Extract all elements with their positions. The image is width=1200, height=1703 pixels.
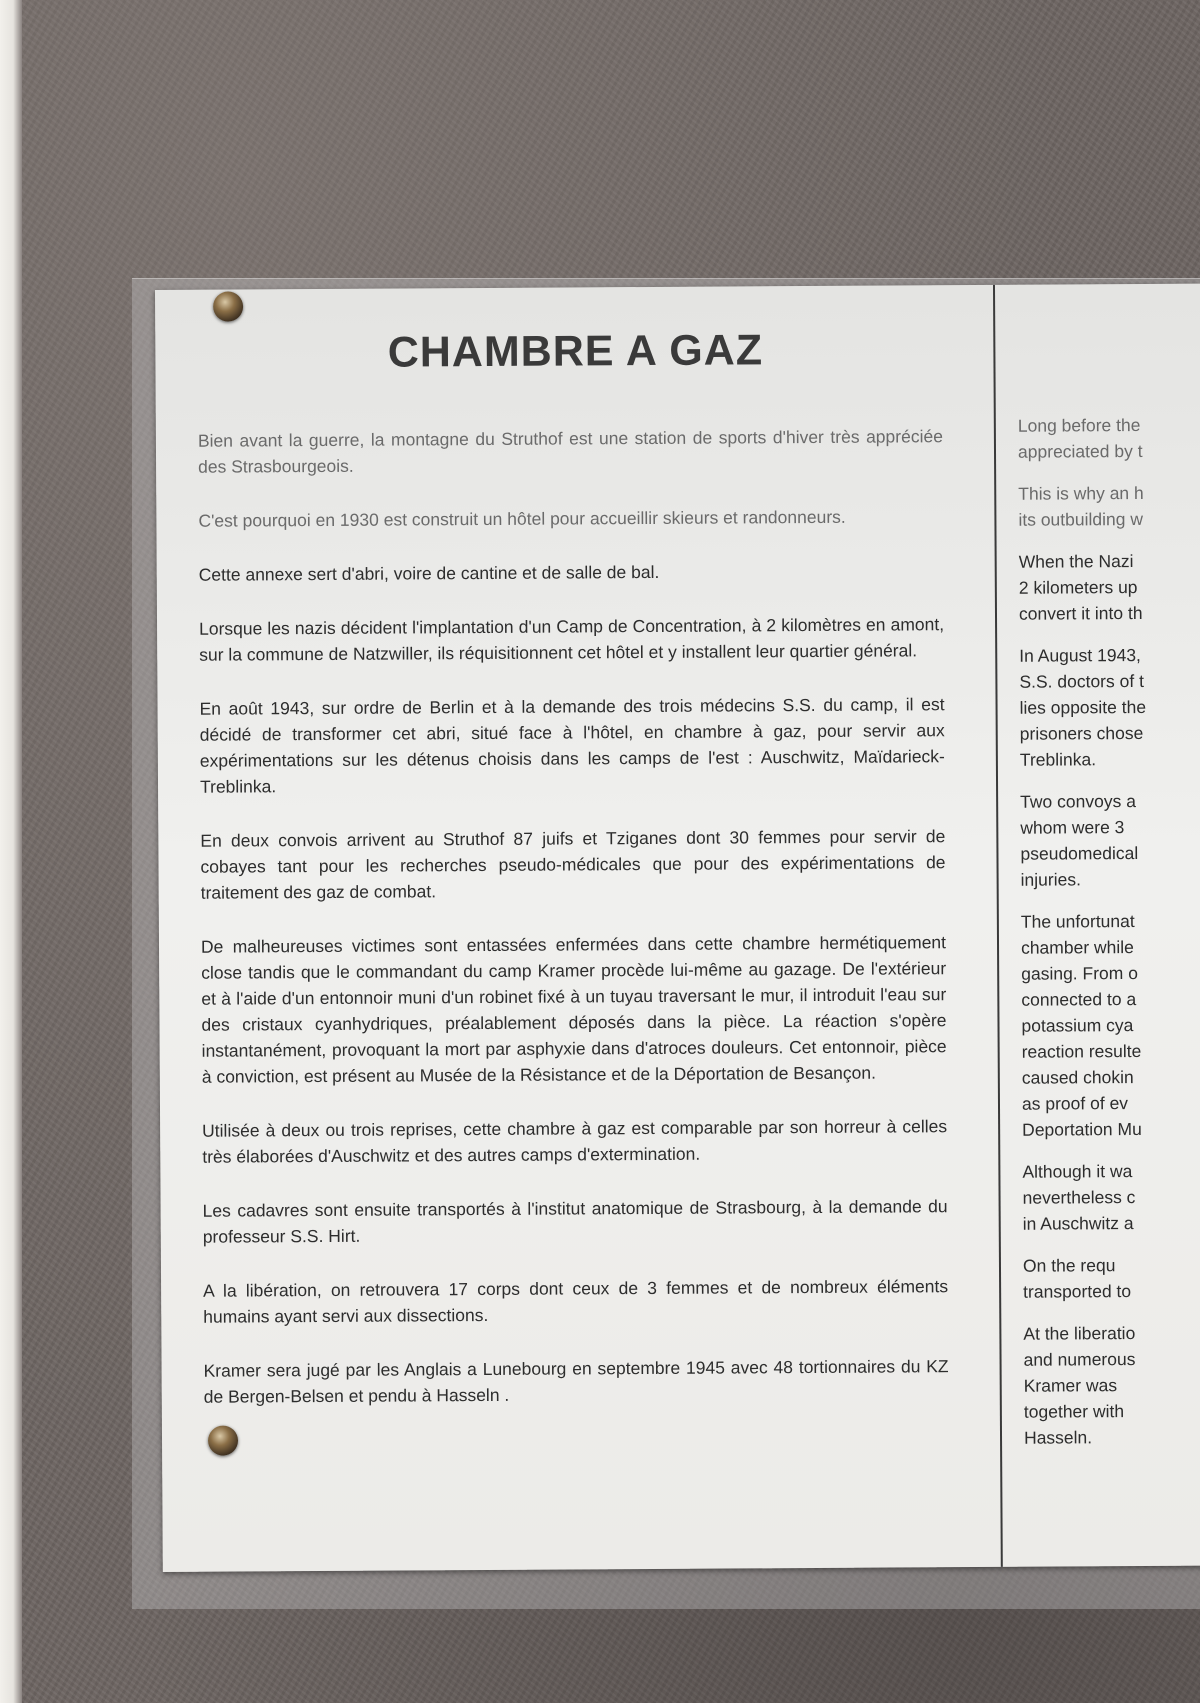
english-line: In August 1943, (1019, 644, 1141, 666)
french-paragraph: Kramer sera jugé par les Anglais a Lunebourg en septembre 1945 avec 48 tortionnaires du KZ de Bergen-Belsen et pendu à Hasseln . (203, 1356, 949, 1407)
english-paragraph (1018, 412, 1178, 465)
english-line: whom were 3 (1020, 817, 1125, 838)
english-line: When the Nazi (1018, 551, 1134, 572)
sign-title: CHAMBRE A GAZ (387, 326, 764, 377)
english-line: chamber while (1020, 937, 1134, 958)
english-paragraph (1023, 1320, 1184, 1451)
english-line: gasing. From o (1021, 963, 1138, 984)
english-line: appreciated by t (1017, 440, 1143, 462)
french-text-column (198, 423, 949, 1438)
english-paragraph (1021, 908, 1182, 1143)
english-line: Hasseln. (1023, 1427, 1093, 1448)
english-line: convert it into th (1018, 602, 1143, 624)
french-paragraph: A la libération, on retrouvera 17 corps dont ceux de 3 femmes et de nombreux éléments humains ayant servi aux dissections. (203, 1276, 949, 1327)
english-line: S.S. doctors of t (1019, 670, 1144, 692)
english-line: Long before the (1017, 414, 1141, 436)
english-line: transported to (1023, 1281, 1132, 1302)
english-line: as proof of ev (1021, 1093, 1129, 1114)
screw-icon (213, 291, 243, 321)
english-line: and numerous (1023, 1349, 1136, 1370)
english-line: This is why an h (1018, 482, 1144, 504)
french-paragraph: Bien avant la guerre, la montagne du Struthof est une station de sports d'hiver très appréciée des Strasbourgeois. (197, 426, 943, 477)
english-line: Deportation Mu (1022, 1118, 1142, 1140)
english-line: Treblinka. (1019, 749, 1097, 770)
english-line: 2 kilometers up (1018, 577, 1138, 598)
english-paragraph (1020, 788, 1181, 893)
english-line: together with (1023, 1401, 1125, 1422)
english-line: reaction resulte (1021, 1040, 1142, 1062)
french-paragraph: Lorsque les nazis décident l'implantation d'un Camp de Concentration, à 2 kilomètres en amont, sur la commune de Natzwiller, ils réquisitionnent cet hôtel et y installent leur quartier général. (199, 614, 945, 665)
french-paragraph: C'est pourquoi en 1930 est construit un hôtel pour accueillir skieurs et randonneurs. (198, 506, 846, 531)
english-paragraph (1022, 1158, 1182, 1237)
french-paragraph: Cette annexe sert d'abri, voire de cantine et de salle de bal. (198, 561, 660, 585)
english-paragraph (1023, 1252, 1183, 1305)
english-line: On the requ (1022, 1255, 1116, 1276)
column-divider (993, 285, 1003, 1567)
english-line: Two convoys a (1020, 791, 1136, 812)
english-text-column (1018, 412, 1185, 1563)
english-line: connected to a (1021, 989, 1137, 1010)
english-paragraph (1019, 548, 1179, 627)
english-line: At the liberatio (1023, 1323, 1136, 1344)
english-line: in Auschwitz a (1022, 1213, 1134, 1234)
english-line: lies opposite the (1019, 696, 1147, 718)
english-paragraph (1019, 642, 1180, 773)
french-paragraph: De malheureuses victimes sont entassées enfermées dans cette chambre hermétiquement close tandis que le commandant du camp Kramer procède lui-même au gazage. De l'extérieur et à l'aide d'un entonnoir muni d'un robinet fixé à un tuyau traversant le mur, il introduit l'eau sur des cristaux cyanhydriques, préalablement déposés dans la pièce. La réaction s'opère instantanément, provoquant la mort par asphyxie dans d'atroces douleurs. Cet entonnoir, pièce à conviction, est présent au Musée de la Résistance et de la Déportation de Besançon. (200, 932, 947, 1087)
english-line: injuries. (1020, 869, 1081, 890)
english-line: Although it wa (1022, 1161, 1133, 1182)
english-line: its outbuilding w (1018, 508, 1144, 530)
french-paragraph: En août 1943, sur ordre de Berlin et à la demande des trois médecins S.S. du camp, il est décidé de transformer cet abri, situé face à l'hôtel, en chambre à gaz, pour servir aux expérimentations sur les détenus choisis dans les camps de l'est : Auschwitz, Maïdarieck- Treblinka. (199, 694, 945, 797)
english-line: Kramer was (1023, 1375, 1118, 1396)
french-paragraph: En deux convois arrivent au Struthof 87 juifs et Tziganes dont 30 femmes pour servir de cobayes tant pour les recherches pseudo-médicales que pour des expérimentations de traitement des gaz de combat. (200, 826, 946, 903)
english-line: nevertheless c (1022, 1187, 1136, 1208)
french-paragraph: Les cadavres sont ensuite transportés à l'institut anatomique de Strasbourg, à la demande du professeur S.S. Hirt. (202, 1196, 948, 1247)
door-frame-edge (0, 0, 22, 1703)
english-line: The unfortunat (1020, 911, 1135, 932)
english-line: prisoners chose (1019, 722, 1144, 744)
english-line: pseudomedical (1020, 843, 1139, 864)
english-line: potassium cya (1021, 1015, 1134, 1036)
english-line: caused chokin (1021, 1067, 1134, 1088)
memorial-sign (155, 284, 1200, 1572)
french-paragraph: Utilisée à deux ou trois reprises, cette chambre à gaz est comparable par son horreur à celles très élaborées d'Auschwitz et des autres camps d'extermination. (202, 1116, 948, 1167)
english-paragraph (1018, 480, 1178, 533)
